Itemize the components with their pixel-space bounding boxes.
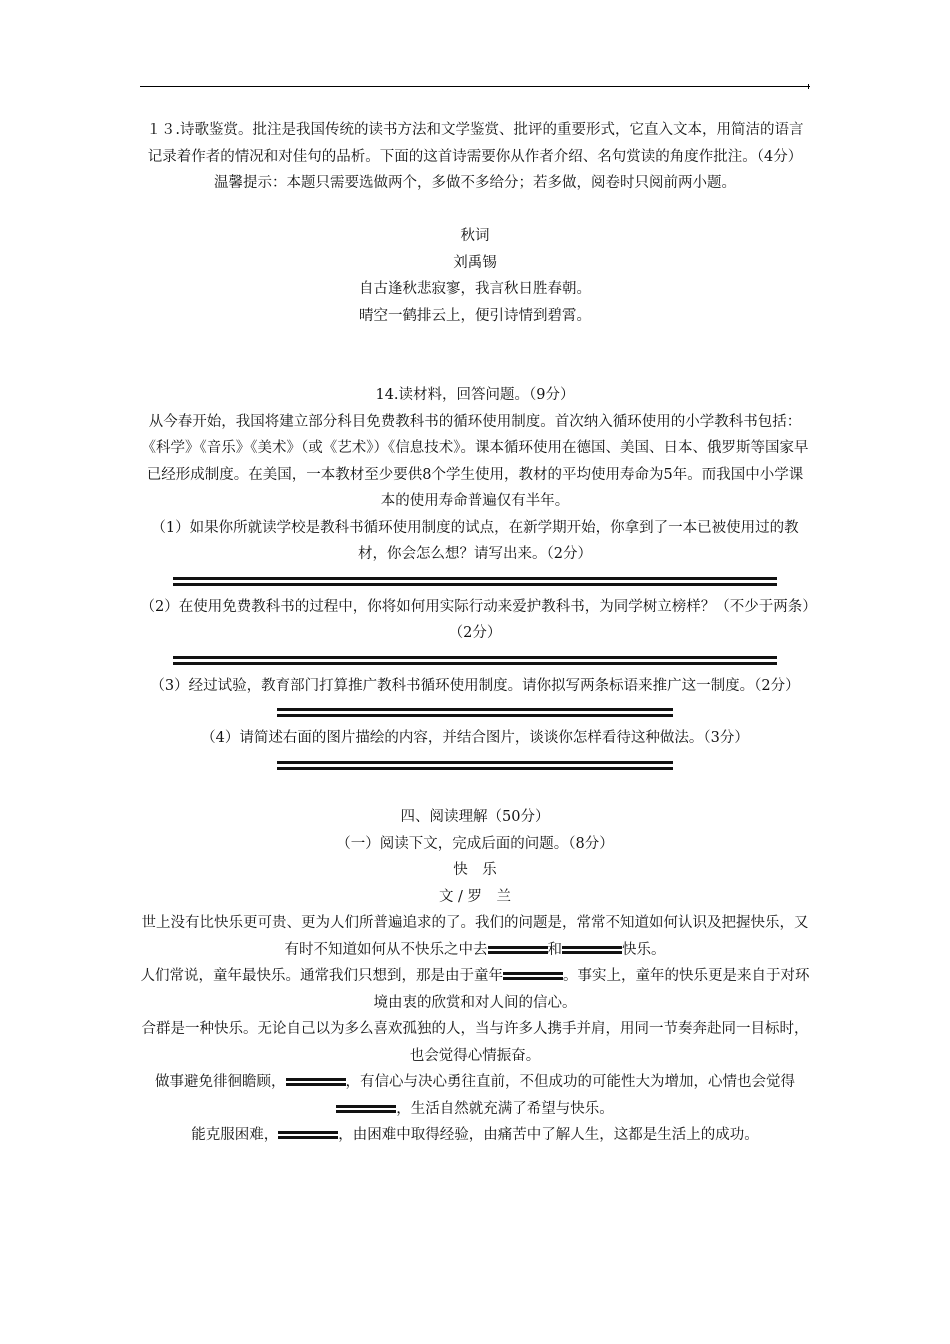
inline-blank[interactable] [562,944,622,956]
answer-blank-3[interactable] [277,699,673,725]
answer-blank-1[interactable] [173,568,777,594]
poem-author: 刘禹锡 [453,254,497,271]
q14-sub1: （1）如果你所就读学校是教科书循环使用制度的试点，在新学期开始，你拿到了一本已被使用过的教材，你会怎么想？请写出来。（2分） [151,519,799,562]
poem-line-1: 自古逢秋悲寂寥，我言秋日胜春朝。 [359,281,591,297]
inline-blank[interactable] [286,1076,346,1088]
article-author: 文 / 罗 兰 [438,888,512,905]
article-paragraph-3: 合群是一种快乐。无论自己以为多么喜欢孤独的人，当与许多人携手并肩，用同一节奏奔赴同一目标时，也会觉得心情振奋。 [141,1021,809,1064]
inline-blank[interactable] [278,1129,338,1141]
q14-material: 从今春开始，我国将建立部分科目免费教科书的循环使用制度。首次纳入循环使用的小学教科书包括：《科学》《音乐》《美术》（或《艺术》）《信息技术》。课本循环使用在德国、美国、日本、俄罗斯等国家早已经形成制度。在美国，一本教材至少要供8个学生使用，教材的平均使用寿命为5年。而我国中小学课本的使用寿命普遍仅有半年。 [141,413,809,509]
header-rule-tick [808,84,809,89]
inline-blank[interactable] [488,944,548,956]
article-paragraph-1: 世上没有比快乐更可贵、更为人们所普遍追求的了。我们的问题是，常常不知道如何认识及把握快乐，又有时不知道如何从不快乐之中去 和 快乐。 [141,915,809,958]
article-paragraph-5: 能克服困难， ，由困难中取得经验，由痛苦中了解人生，这都是生活上的成功。 [191,1127,759,1143]
inline-blank[interactable] [336,1103,396,1115]
inline-blank[interactable] [503,970,563,982]
q14-sub2: （2）在使用免费教科书的过程中，你将如何用实际行动来爱护教科书，为同学树立榜样？（不少于两条）（2分） [140,598,810,641]
article-paragraph-2: 人们常说，童年最快乐。通常我们只想到，那是由于童年 。事实上，童年的快乐更是来自于对环境由衷的欣赏和对人间的信心。 [140,968,810,1011]
answer-blank-4[interactable] [277,752,673,778]
q13-intro: １３.诗歌鉴赏。批注是我国传统的读书方法和文学鉴赏、批评的重要形式，它直入文本，用简洁的语言记录着作者的情况和对佳句的品析。下面的这首诗需要你从作者介绍、名句赏读的角度作批注。（4分） [146,122,804,165]
part4-sub-heading: （一）阅读下文，完成后面的问题。（8分） [336,835,614,852]
part4-heading: 四、阅读理解（50分） [400,809,550,825]
article-paragraph-4: 做事避免徘徊瞻顾， ，有信心与决心勇往直前，不但成功的可能性大为增加，心情也会觉得，生活自然就充满了希望与快乐。 [155,1074,795,1117]
article-title: 快 乐 [453,862,497,878]
q13-tip: 温馨提示：本题只需要选做两个，多做不多给分；若多做，阅卷时只阅前两小题。 [214,175,736,191]
poem-title: 秋词 [460,228,490,244]
answer-blank-2[interactable] [173,647,777,673]
header-rule [140,86,810,87]
poem-line-2: 晴空一鹤排云上，便引诗情到碧霄。 [359,307,591,324]
q14-heading: 14.读材料，回答问题。（9分） [375,387,575,403]
q14-sub3: （3）经过试验，教育部门打算推广教科书循环使用制度。请你拟写两条标语来推广这一制度。（2分） [150,677,800,694]
document-page [140,117,810,1149]
q14-sub4: （4）请简述右面的图片描绘的内容，并结合图片，谈谈你怎样看待这种做法。（3分） [201,730,749,746]
